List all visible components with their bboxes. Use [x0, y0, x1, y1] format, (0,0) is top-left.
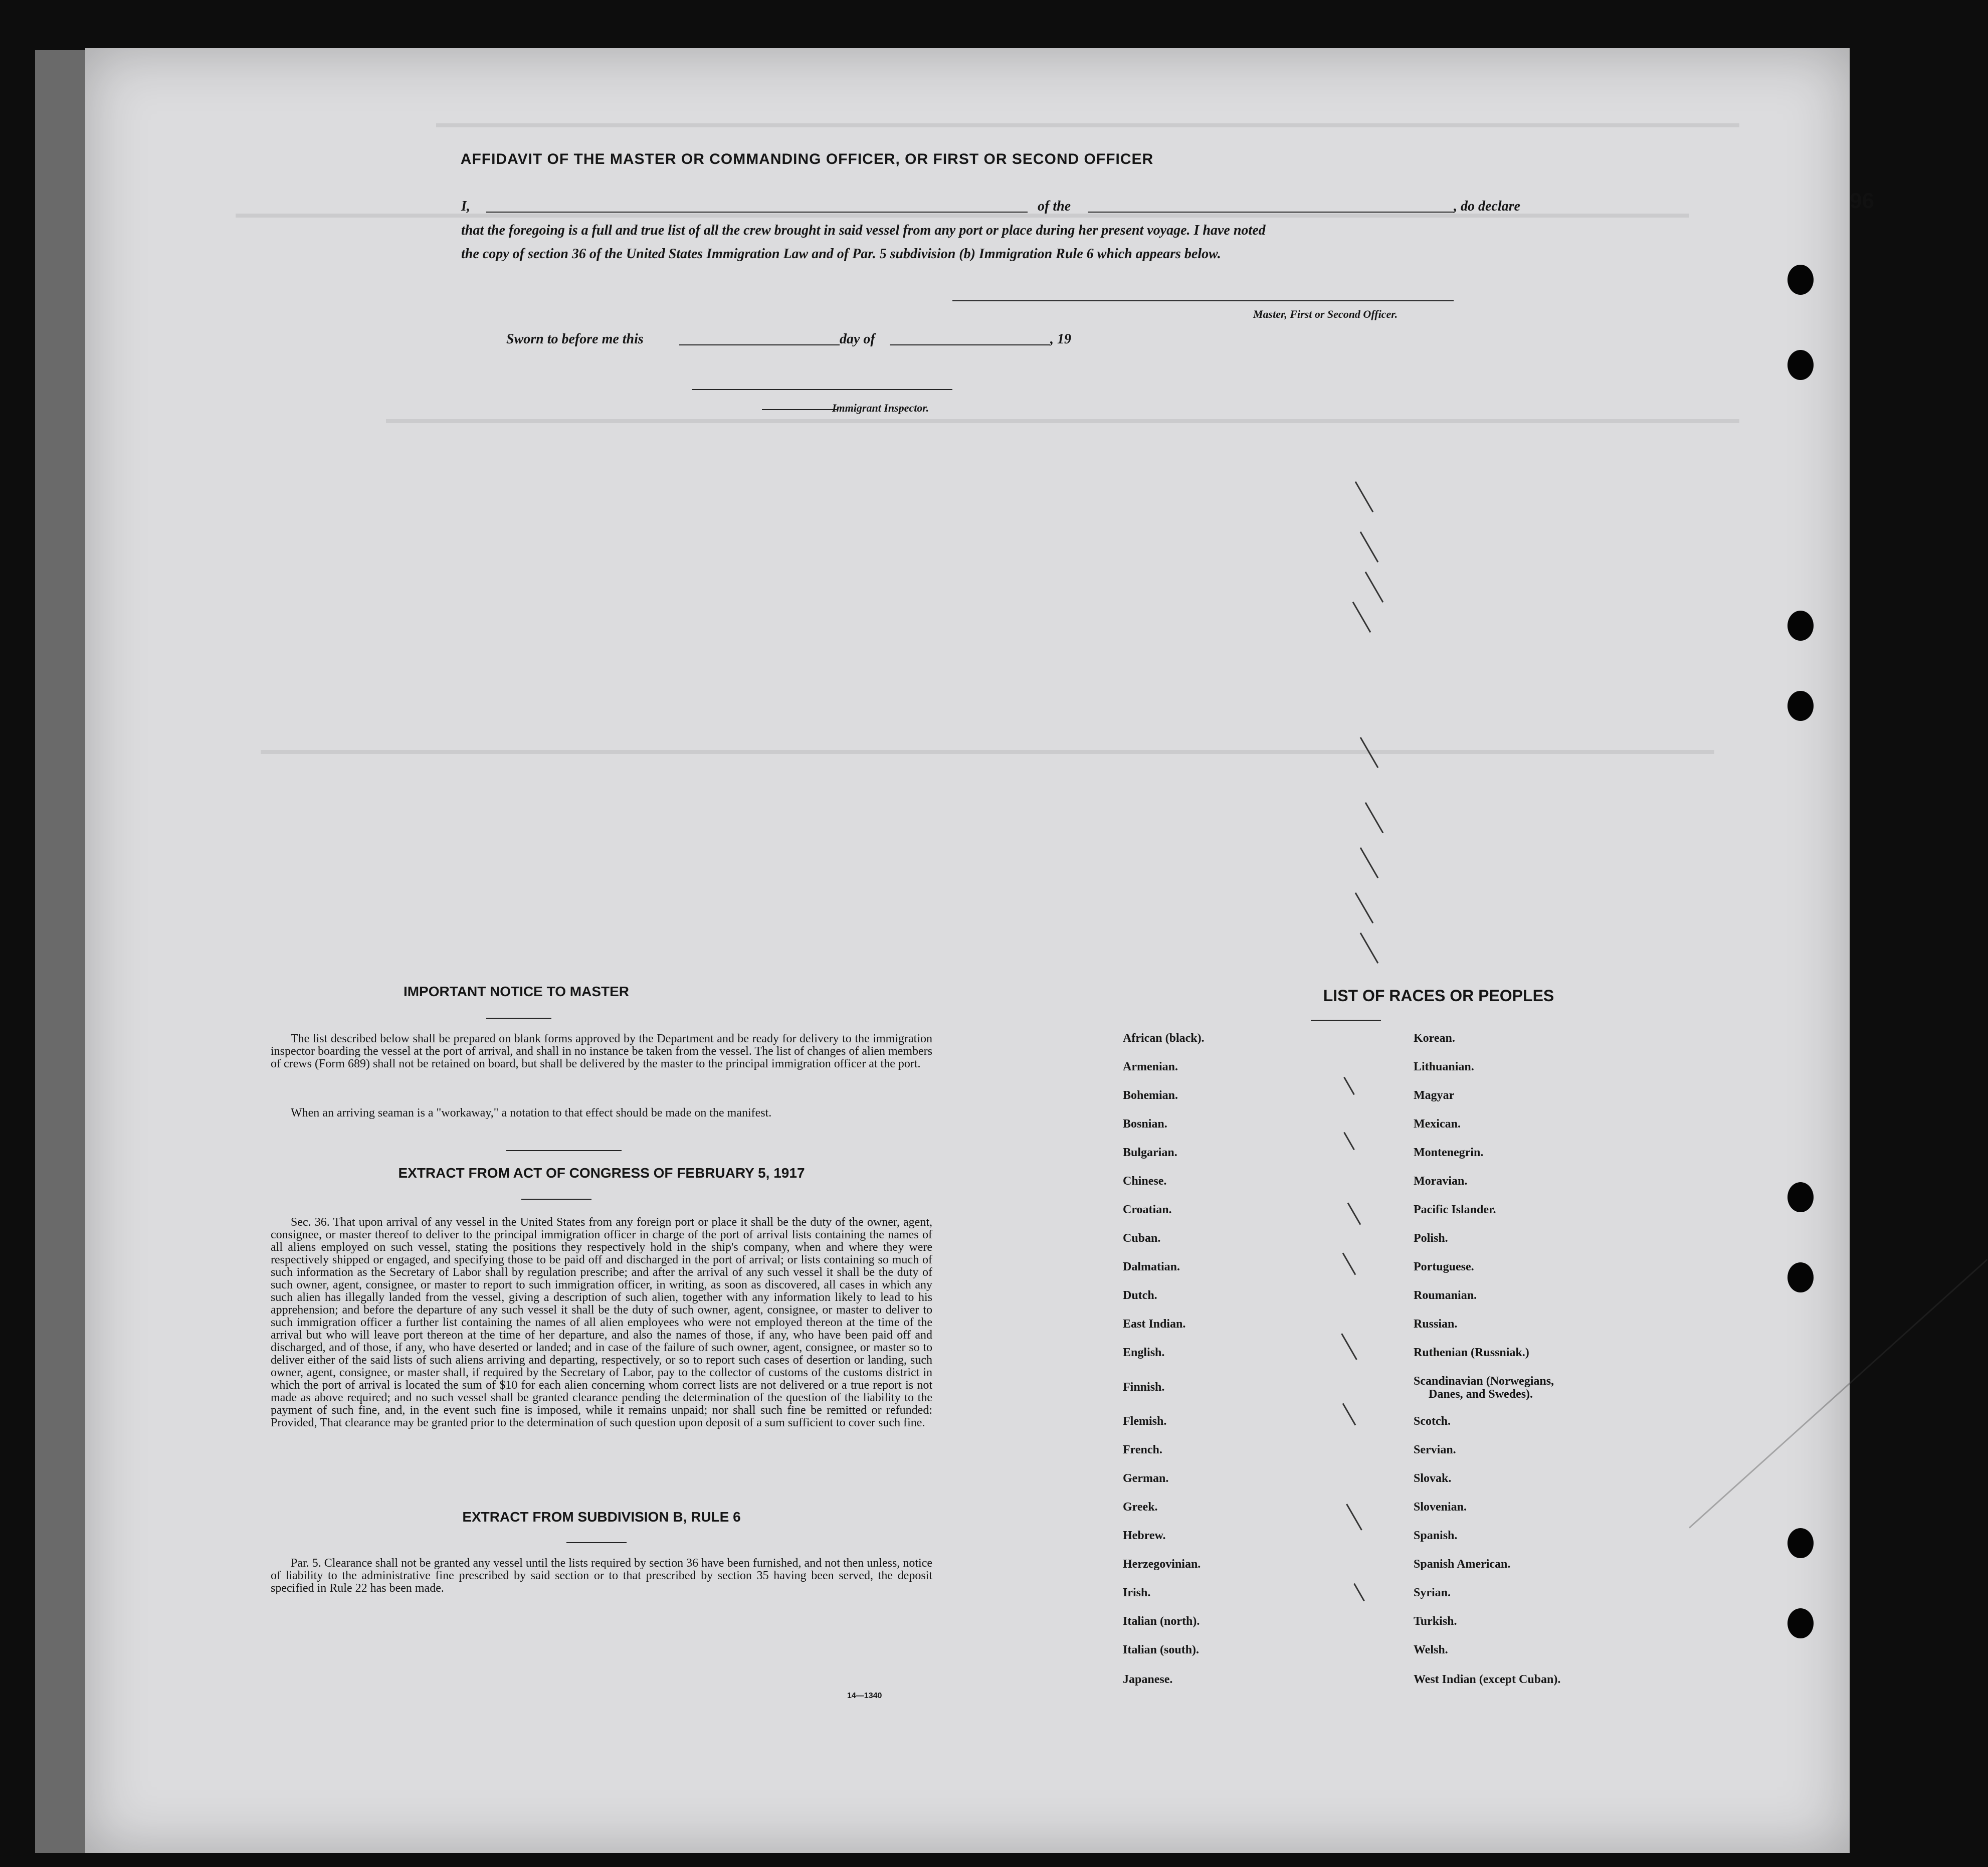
- race-item: East Indian.: [1123, 1318, 1186, 1331]
- race-item: African (black).: [1123, 1032, 1205, 1045]
- rule-extract-title: EXTRACT FROM SUBDIVISION B, RULE 6: [462, 1509, 741, 1525]
- declaration-of-the: of the: [1038, 199, 1071, 214]
- declaration-do-declare: , do declare: [1454, 199, 1520, 214]
- race-item: Slovak.: [1414, 1472, 1452, 1485]
- race-item: Spanish.: [1414, 1529, 1458, 1542]
- binder-hole: [1787, 1608, 1814, 1638]
- notice-paragraph-1: The list described below shall be prepared on blank forms approved by the Department and be ready for delivery to the immigration inspector boarding the vessel at the port of arrival, and shall in no instance be taken from the vessel. The list of changes of alien members of crews (Form 689) shall not be retained on board, but shall be delivered by the master to the principal immigration officer at the port.: [271, 1032, 932, 1070]
- pencil-diagonal-stroke: [1689, 1259, 1988, 1529]
- notice-divider: [506, 1150, 622, 1151]
- race-item: Dalmatian.: [1123, 1260, 1180, 1273]
- race-item: Japanese.: [1123, 1673, 1173, 1686]
- races-right-column: [1414, 1032, 1694, 1754]
- checkmark: [1360, 932, 1379, 964]
- declaration-line-3: the copy of section 36 of the United States Immigration Law and of Par. 5 subdivision (b) Immigration Rule 6 which appears below.: [461, 246, 1221, 262]
- race-item: Mexican.: [1414, 1117, 1461, 1131]
- race-item-continuation: Danes, and Swedes).: [1429, 1388, 1533, 1401]
- bleed-through-line: [261, 750, 1714, 754]
- race-item: West Indian (except Cuban).: [1414, 1673, 1561, 1686]
- race-item: Croatian.: [1123, 1203, 1172, 1216]
- race-item: Bulgarian.: [1123, 1146, 1177, 1159]
- race-item: Lithuanian.: [1414, 1060, 1474, 1073]
- race-item: Cuban.: [1123, 1232, 1161, 1245]
- sworn-before: Sworn to before me this: [506, 331, 644, 347]
- binder-hole: [1787, 691, 1814, 721]
- race-item: Polish.: [1414, 1232, 1448, 1245]
- races-divider: [1311, 1020, 1381, 1021]
- race-item: Spanish American.: [1414, 1558, 1511, 1571]
- affidavit-title: AFFIDAVIT OF THE MASTER OR COMMANDING OFFICER, OR FIRST OR SECOND OFFICER: [460, 151, 1154, 167]
- race-item: Italian (north).: [1123, 1615, 1200, 1628]
- race-item: Armenian.: [1123, 1060, 1178, 1073]
- scan-edge-strip: [35, 50, 85, 1853]
- binder-hole: [1787, 1262, 1814, 1292]
- signature-label: Master, First or Second Officer.: [1253, 308, 1398, 320]
- race-item: Welsh.: [1414, 1643, 1448, 1656]
- bleed-through-line: [386, 419, 1739, 423]
- race-item: Korean.: [1414, 1032, 1455, 1045]
- race-item: Montenegrin.: [1414, 1146, 1484, 1159]
- race-item: Bosnian.: [1123, 1117, 1167, 1131]
- races-left-column: [1123, 1032, 1404, 1754]
- act-extract-title: EXTRACT FROM ACT OF CONGRESS OF FEBRUARY 5, 1917: [398, 1165, 805, 1181]
- binder-hole: [1787, 1528, 1814, 1558]
- race-item: German.: [1123, 1472, 1169, 1485]
- race-item: Ruthenian (Russniak.): [1414, 1346, 1529, 1359]
- inspector-label: Immigrant Inspector.: [832, 402, 929, 414]
- signature-line: [952, 300, 1454, 301]
- inspector-signature-line: [692, 389, 952, 390]
- race-item: Moravian.: [1414, 1175, 1468, 1188]
- race-item: Herzegovinian.: [1123, 1558, 1201, 1571]
- races-list-title: LIST OF RACES OR PEOPLES: [1323, 987, 1554, 1005]
- race-item: Flemish.: [1123, 1415, 1167, 1428]
- binder-hole: [1787, 1182, 1814, 1212]
- notice-title: IMPORTANT NOTICE TO MASTER: [403, 984, 630, 999]
- declaration-i: I,: [461, 199, 470, 214]
- race-item: Dutch.: [1123, 1289, 1157, 1302]
- rule-divider: [566, 1542, 627, 1543]
- race-item: Greek.: [1123, 1501, 1158, 1514]
- race-item: Syrian.: [1414, 1586, 1451, 1599]
- sworn-day-of: day of: [840, 331, 875, 347]
- race-item: Slovenian.: [1414, 1501, 1467, 1514]
- checkmark: [1352, 602, 1371, 633]
- race-item: Pacific Islander.: [1414, 1203, 1496, 1216]
- act-divider: [521, 1199, 591, 1200]
- vessel-blank-line: [1088, 212, 1454, 213]
- race-item: French.: [1123, 1443, 1162, 1456]
- race-item: Turkish.: [1414, 1615, 1457, 1628]
- act-extract-text: Sec. 36. That upon arrival of any vessel in the United States from any foreign port or place it shall be the duty of the owner, agent, consignee, or master thereof to deliver to the principal immigration officer in charge of the port of arrival lists containing the names of all aliens employed on such vessel, stating the positions they respectively hold in the ship's company, when and where they were respectively shipped or engaged, and specifying those to be paid off and discharged in the port of arrival; or lists containing so much of such information as the Secretary of Labor shall by regulation prescribe; and after the arrival of any such vessel it shall be the duty of such owner, agent, consignee, or master to report to such immigration officer, in writing, as soon as discovered, all cases in which any such alien has illegally landed from the vessel, giving a description of such alien, together with any information likely to lead to his apprehension; and before the departure of any such vessel it shall be the duty of such owner, agent, consignee, or master to deliver to such immigration officer a further list containing the names of all alien employees who were not employed thereon at the time of the arrival but who will leave port thereon at the time of her departure, and also the names of those, if any, who have been paid off and discharged, and of those, if any, who have deserted or landed; and in case of the failure of such owner, agent, consignee, or master so to deliver either of the said lists of such aliens arriving and departing, respectively, or so to report such cases of desertion or landing, such owner, agent, consignee, or master shall, if required by the Secretary of Labor, pay to the collector of customs of the customs district in which the port of arrival is located the sum of $10 for each alien concerning whom correct lists are not delivered or a true report is not made as above required; and no such vessel shall be granted clearance pending the determination of the question of the liability to the payment of such fine, and, in the event such fine is imposed, while it remains unpaid; nor shall such fine be remitted or refunded: Provided, That clearance may be granted prior to the determination of such question upon deposit of a sum sufficient to cover such fine.: [271, 1216, 932, 1429]
- sworn-day-blank: [679, 344, 840, 345]
- checkmark: [1355, 481, 1374, 512]
- race-item: English.: [1123, 1346, 1165, 1359]
- checkmark: [1365, 572, 1384, 603]
- race-item: Irish.: [1123, 1586, 1151, 1599]
- race-item: Finnish.: [1123, 1381, 1165, 1394]
- race-item: Bohemian.: [1123, 1089, 1178, 1102]
- race-item: Servian.: [1414, 1443, 1456, 1456]
- inspector-short-line: [762, 409, 837, 410]
- binder-hole: [1787, 265, 1814, 295]
- checkmark: [1360, 531, 1379, 563]
- notice-paragraph-2: When an arriving seaman is a "workaway," a notation to that effect should be made on the manifest.: [291, 1106, 772, 1119]
- notice-divider: [486, 1018, 551, 1019]
- form-page: [85, 48, 1874, 1853]
- race-item: Magyar: [1414, 1089, 1455, 1102]
- name-blank-line: [486, 212, 1028, 213]
- checkmark: [1355, 892, 1374, 923]
- race-item: Scotch.: [1414, 1415, 1451, 1428]
- race-item: Roumanian.: [1414, 1289, 1477, 1302]
- rule-extract-text: Par. 5. Clearance shall not be granted any vessel until the lists required by section 36 have been furnished, and not then unless, notice of liability to the administrative fine prescribed by said section or to that prescribed by section 35 having been served, the deposit specified in Rule 22 has been made.: [271, 1557, 932, 1595]
- binder-hole: [1787, 350, 1814, 380]
- checkmark: [1360, 847, 1379, 878]
- page-number: 96: [1850, 189, 1874, 213]
- declaration-line-2: that the foregoing is a full and true list of all the crew brought in said vessel from any port or place during her present voyage. I have noted: [461, 223, 1266, 238]
- race-item: Scandinavian (Norwegians,: [1414, 1375, 1554, 1388]
- checkmark: [1365, 802, 1384, 833]
- form-number: 14—1340: [847, 1692, 882, 1700]
- race-item: Russian.: [1414, 1318, 1458, 1331]
- race-item: Chinese.: [1123, 1175, 1167, 1188]
- race-item: Italian (south).: [1123, 1643, 1200, 1656]
- bleed-through-line: [436, 123, 1739, 127]
- race-item: Portuguese.: [1414, 1260, 1474, 1273]
- sworn-month-blank: [890, 344, 1050, 345]
- race-item: Hebrew.: [1123, 1529, 1166, 1542]
- binder-hole: [1787, 611, 1814, 641]
- sworn-year: , 19: [1050, 331, 1071, 347]
